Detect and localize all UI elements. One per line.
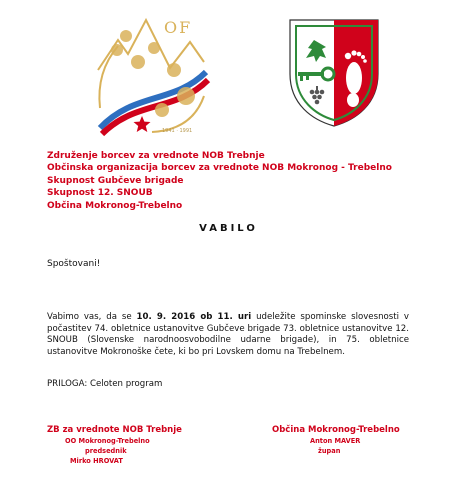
- body-text-post: udeležite spominske slovesnosti v počastitev 74. obletnice ustanovitve Gubčeve brigade 73. obletnice ustanovitve 12. SNOUB (Slovenske narodnoosvobodilne udarne brigade), in 75. obletnice ustanovitve Mokronoške čete, ki bo pri Lovskem domu na Trebelnem.: [47, 312, 409, 357]
- document-title: VABILO: [199, 223, 258, 234]
- organization-line: Skupnost 12. SNOUB: [47, 188, 153, 199]
- organization-line: Združenje borcev za vrednote NOB Trebnje: [47, 151, 265, 161]
- signature-right-name: Anton MAVER: [310, 437, 361, 445]
- of-emblem-icon: [92, 12, 212, 140]
- coat-of-arms: [286, 16, 382, 128]
- signature-left-role: predsednik: [85, 447, 127, 455]
- signature-left-sub: OO Mokronog-Trebelno: [65, 437, 150, 445]
- body-text-pre: Vabimo vas, da se: [47, 312, 137, 322]
- logo-letters: OF: [164, 18, 193, 37]
- signature-right-org: Občina Mokronog-Trebelno: [272, 425, 400, 435]
- signature-right-role: župan: [318, 447, 341, 455]
- organization-line: Občina Mokronog-Trebelno: [47, 200, 183, 211]
- invitation-body: [47, 312, 409, 358]
- signature-left-name: Mirko HROVAT: [70, 457, 123, 465]
- greeting: Spoštovani!: [47, 259, 101, 269]
- coat-of-arms-icon: [286, 16, 382, 128]
- organization-line: Skupnost Gubčeve brigade: [47, 175, 184, 186]
- event-date: 10. 9. 2016 ob 11. uri: [136, 312, 252, 322]
- organization-line: Občinska organizacija borcev za vrednote NOB Mokronog - Trebelno: [47, 163, 392, 174]
- logo-of-emblem: [92, 12, 212, 140]
- organizations-list: [47, 150, 392, 212]
- attachment-note: PRILOGA: Celoten program: [47, 379, 163, 389]
- signature-left-org: ZB za vrednote NOB Trebnje: [47, 425, 182, 435]
- logo-years: 1941 · 1991: [162, 128, 193, 134]
